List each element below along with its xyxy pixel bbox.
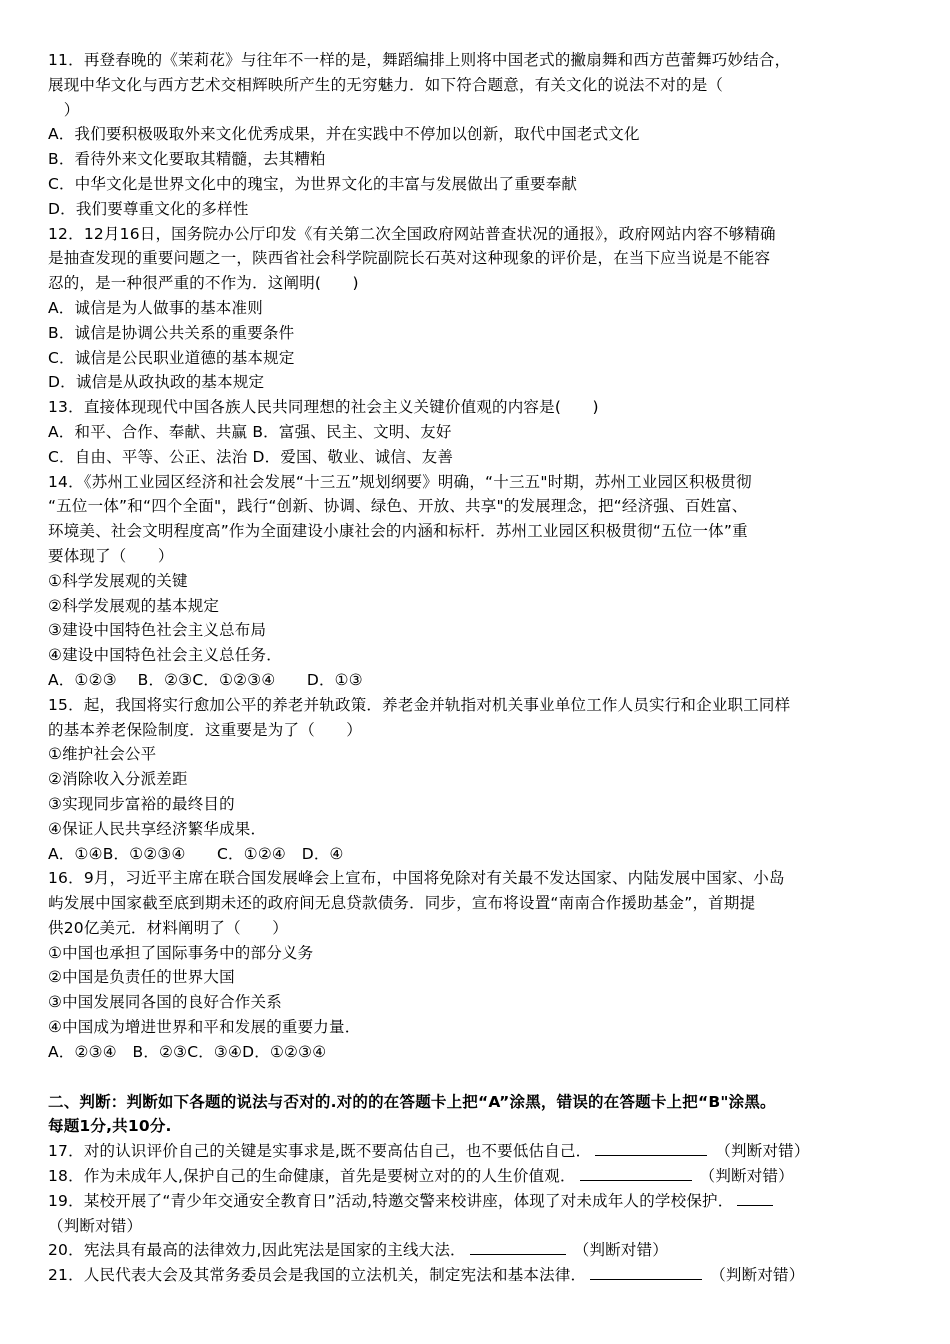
option-a: A．我们要积极吸取外来文化优秀成果，并在实践中不停加以创新，取代中国老式文化 bbox=[48, 125, 640, 144]
question-stem-line: 14．《苏州工业园区经济和社会发展“十三五”规划纲要》明确，“十三五"时期，苏州工业园区积极贯彻 bbox=[48, 472, 752, 491]
section-heading: 二、判断：判断如下各题的说法与否对的.对的的在答题卡上把“A”涂黑，错误的在答题卡上把“B"涂黑。 bbox=[48, 1092, 776, 1111]
option-c: C．中华文化是世界文化中的瑰宝，为世界文化的丰富与发展做出了重要奉献 bbox=[48, 174, 578, 193]
question-stem-line: 供20亿美元．材料阐明了（ ） bbox=[48, 918, 288, 937]
question-text: 17．对的认识评价自己的关键是实事求是,既不要高估自己，也不要低估自己． bbox=[48, 1142, 592, 1161]
question-suffix: （判断对错） bbox=[573, 1241, 668, 1260]
question-stem-line: 的基本养老保险制度．这重要是为了（ ） bbox=[48, 720, 363, 739]
option-b: B．诚信是协调公共关系的重要条件 bbox=[48, 323, 295, 342]
numbered-item: ③中国发展同各国的良好合作关系 bbox=[48, 993, 282, 1012]
question-stem-line: 展现中华文化与西方艺术交相辉映所产生的无穷魅力．如下符合题意，有关文化的说法不对的是（ bbox=[48, 75, 724, 94]
question-suffix: （判断对错） bbox=[710, 1266, 805, 1285]
numbered-item: ②消除收入分派差距 bbox=[48, 770, 188, 789]
numbered-item: ④保证人民共享经济繁华成果． bbox=[48, 819, 267, 838]
question-stem-line: 12．12月16日，国务院办公厅印发《有关第二次全国政府网站普查状况的通报》，政府网站内容不够精确 bbox=[48, 224, 776, 243]
option-cd: C．自由、平等、公正、法治 D．爱国、敬业、诚信、友善 bbox=[48, 447, 454, 466]
numbered-item: ④中国成为增进世界和平和发展的重要力量． bbox=[48, 1018, 361, 1037]
answer-options: A．①④B．①②③④ C．①②④ D．④ bbox=[48, 844, 344, 863]
numbered-item: ②科学发展观的基本规定 bbox=[48, 596, 220, 615]
question-14 bbox=[48, 470, 906, 693]
question-text: 19．某校开展了“青少年交通安全教育日”活动,特邀交警来校讲座，体现了对未成年人的学校保护． bbox=[48, 1191, 734, 1210]
question-stem-line: 13．直接体现现代中国各族人民共同理想的社会主义关键价值观的内容是( ) bbox=[48, 398, 599, 417]
section-gap bbox=[48, 1065, 906, 1090]
section-2 bbox=[48, 1090, 906, 1288]
numbered-item: ①维护社会公平 bbox=[48, 745, 157, 764]
question-suffix: （判断对错） bbox=[48, 1216, 143, 1235]
question-16 bbox=[48, 866, 906, 1064]
question-stem-line: ） bbox=[48, 100, 80, 119]
question-stem-line: 16．9月，习近平主席在联合国发展峰会上宣布，中国将免除对有关最不发达国家、内陆发展中国家、小岛 bbox=[48, 869, 785, 888]
question-15 bbox=[48, 693, 906, 867]
question-stem-line: 要体现了（ ） bbox=[48, 546, 174, 565]
option-b: B．看待外来文化要取其精髓，去其糟粕 bbox=[48, 150, 326, 169]
answer-blank[interactable] bbox=[580, 1164, 692, 1181]
numbered-item: ③建设中国特色社会主义总布局 bbox=[48, 621, 267, 640]
question-12 bbox=[48, 222, 906, 396]
question-stem-line: 是抽查发现的重要问题之一，陕西省社会科学院副院长石英对这种现象的评价是，在当下应当说是不能容 bbox=[48, 249, 771, 268]
question-text: 21．人民代表大会及其常务委员会是我国的立法机关，制定宪法和基本法律． bbox=[48, 1266, 587, 1285]
question-18 bbox=[48, 1164, 906, 1189]
question-stem-line: 环境美、社会文明程度高”作为全面建设小康社会的内涵和标杆．苏州工业园区积极贯彻“五位一体”重 bbox=[48, 522, 748, 541]
question-text: 18．作为未成年人,保护自己的生命健康，首先是要树立对的的人生价值观． bbox=[48, 1167, 576, 1186]
question-text: 20．宪法具有最高的法律效力,因此宪法是国家的主线大法． bbox=[48, 1241, 466, 1260]
question-11 bbox=[48, 48, 906, 222]
question-stem-line: 屿发展中国家截至底到期未还的政府间无息贷款债务．同步，宣布将设置“南南合作援助基金”，首期提 bbox=[48, 894, 756, 913]
question-20 bbox=[48, 1238, 906, 1263]
answer-options: A．②③④ B．②③C．③④D．①②③④ bbox=[48, 1042, 327, 1061]
option-ab: A．和平、合作、奉献、共赢 B．富强、民主、文明、友好 bbox=[48, 422, 452, 441]
numbered-item: ②中国是负责任的世界大国 bbox=[48, 968, 235, 987]
question-stem-line: 忍的，是一种很严重的不作为．这阐明( ) bbox=[48, 274, 359, 293]
question-suffix: （判断对错） bbox=[715, 1142, 810, 1161]
question-17 bbox=[48, 1139, 906, 1164]
answer-options: A．①②③ B．②③C．①②③④ D．①③ bbox=[48, 670, 363, 689]
answer-blank[interactable] bbox=[470, 1238, 566, 1255]
question-stem-line: 15．起，我国将实行愈加公平的养老并轨政策．养老金并轨指对机关事业单位工作人员实行和企业职工同样 bbox=[48, 695, 791, 714]
option-d: D．我们要尊重文化的多样性 bbox=[48, 199, 249, 218]
numbered-item: ③实现同步富裕的最终目的 bbox=[48, 794, 235, 813]
question-21 bbox=[48, 1263, 906, 1288]
answer-blank[interactable] bbox=[590, 1263, 702, 1280]
question-stem-line: 11．再登春晚的《茉莉花》与往年不一样的是，舞蹈编排上则将中国老式的撇扇舞和西方芭蕾舞巧妙结合， bbox=[48, 51, 791, 69]
question-13 bbox=[48, 395, 906, 469]
question-suffix: （判断对错） bbox=[699, 1167, 794, 1186]
option-a: A．诚信是为人做事的基本准则 bbox=[48, 298, 263, 317]
question-19 bbox=[48, 1189, 906, 1214]
section-heading: 每题1分,共10分. bbox=[48, 1117, 172, 1136]
numbered-item: ①中国也承担了国际事务中的部分义务 bbox=[48, 943, 314, 962]
answer-blank[interactable] bbox=[737, 1189, 773, 1206]
numbered-item: ①科学发展观的关键 bbox=[48, 571, 188, 590]
option-c: C．诚信是公民职业道德的基本规定 bbox=[48, 348, 295, 367]
option-d: D．诚信是从政执政的基本规定 bbox=[48, 373, 265, 392]
question-stem-line: “五位一体”和“四个全面"，践行“创新、协调、绿色、开放、共享"的发展理念，把“经济强、百姓富、 bbox=[48, 497, 748, 516]
question-19-suffix-line bbox=[48, 1214, 906, 1239]
answer-blank[interactable] bbox=[595, 1139, 707, 1156]
numbered-item: ④建设中国特色社会主义总任务． bbox=[48, 646, 282, 665]
